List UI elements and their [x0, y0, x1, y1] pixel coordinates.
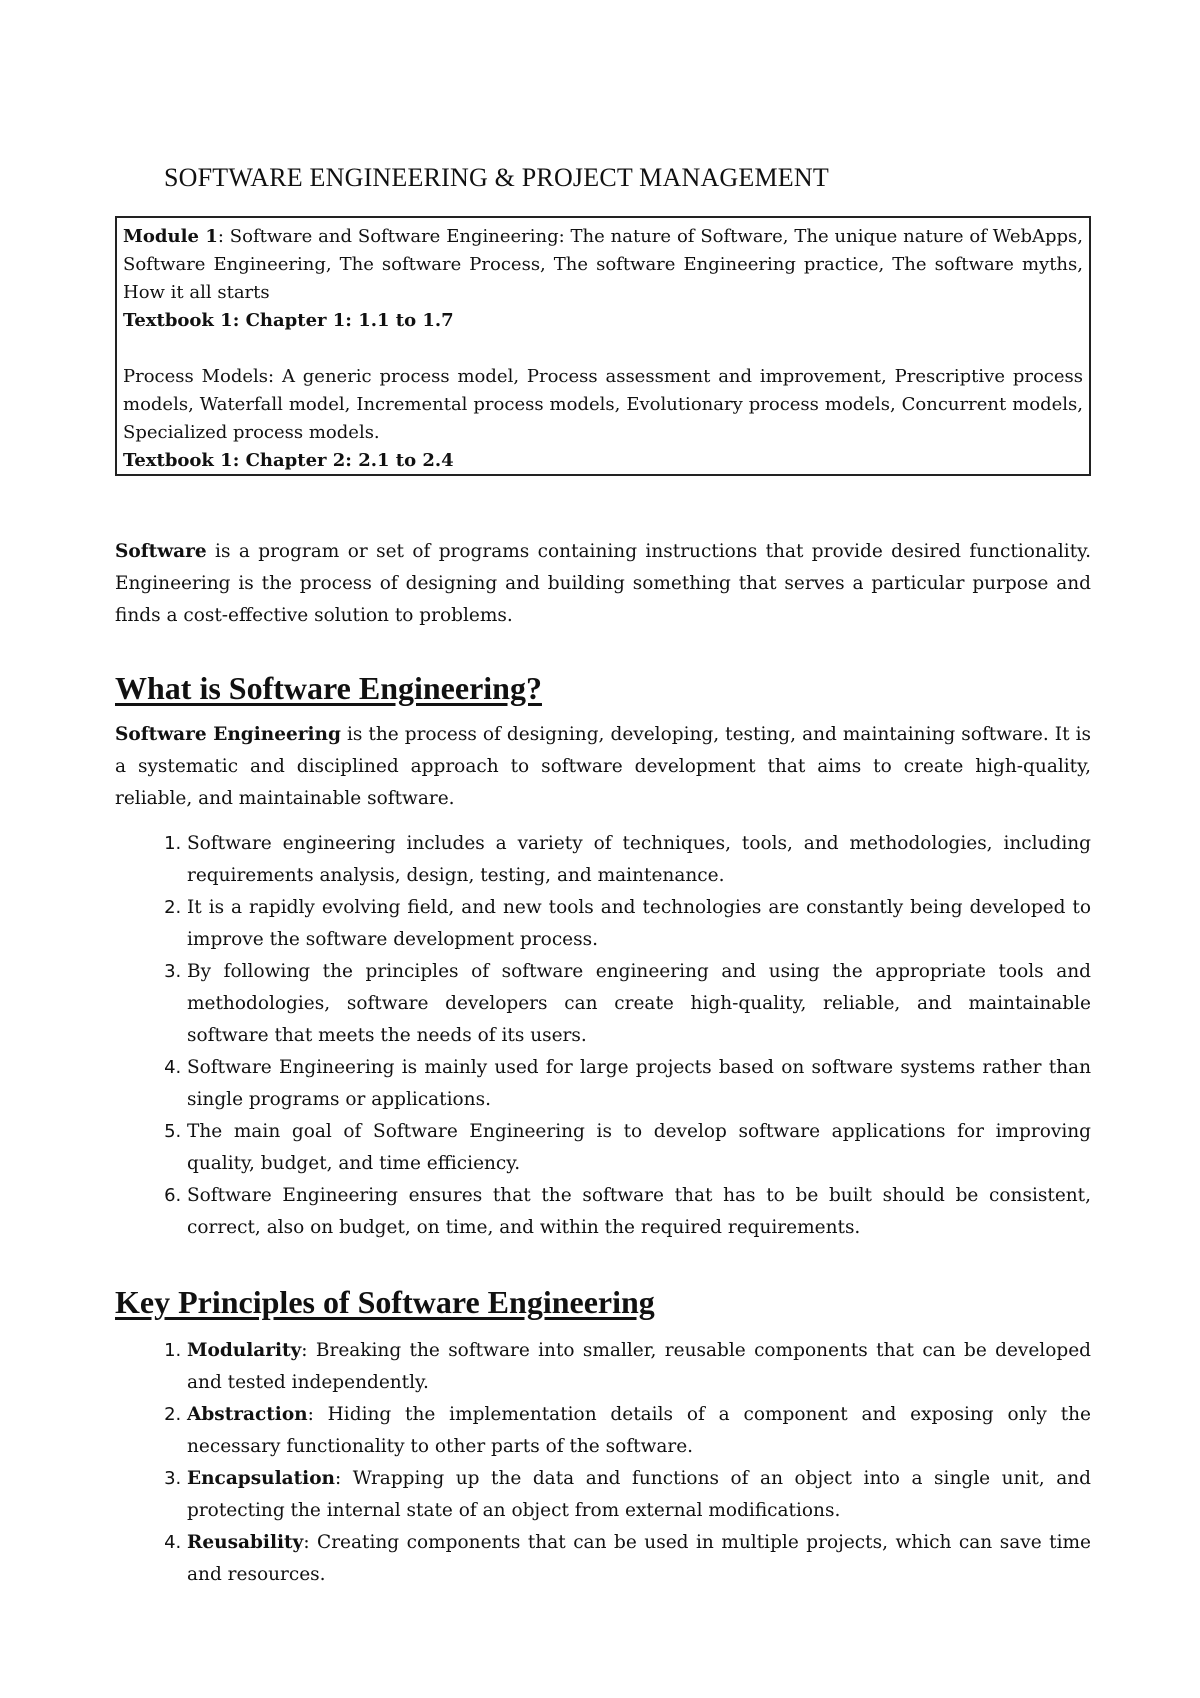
- principle-term: Reusability: [187, 1532, 304, 1553]
- list-item: 2. It is a rapidly evolving field, and new tools and technologies are constantly being developed to improve the software development process.: [187, 892, 1091, 956]
- intro-term: Software: [115, 541, 207, 562]
- process-models-description: Process Models: A generic process model, Process assessment and improvement, Prescriptive process models, Waterfall model, Incremental process models, Evolutionary process models, Concurrent models, Specialized process models.: [123, 366, 1083, 443]
- principle-text: : Wrapping up the data and functions of an object into a single unit, and protecting the internal state of an object from external modifications.: [187, 1468, 1091, 1521]
- principle-term: Encapsulation: [187, 1468, 335, 1489]
- section-heading-what-is-se: What is Software Engineering?: [115, 670, 542, 706]
- intro-paragraph: [115, 536, 1091, 632]
- principle-term: Modularity: [187, 1340, 302, 1361]
- se-term: Software Engineering: [115, 724, 341, 745]
- se-facts-list: [115, 828, 1091, 1244]
- section-heading-key-principles: Key Principles of Software Engineering: [115, 1284, 655, 1320]
- syllabus-box: [115, 216, 1091, 476]
- intro-text: is a program or set of programs containing instructions that provide desired functionality. Engineering is the process of designing and building something that serves a particular purpose and finds a cost-effective solution to problems.: [115, 541, 1091, 626]
- principle-term: Abstraction: [187, 1404, 308, 1425]
- module-label: Module 1: [123, 226, 218, 247]
- se-definition-paragraph: [115, 719, 1091, 815]
- module-text: : Software and Software Engineering: The nature of Software, The unique nature of WebApps, Software Engineering, The software Process, The software Engineering practice, The software myths, How it all starts: [123, 226, 1084, 303]
- list-item: [187, 1399, 1091, 1463]
- list-item: 3. By following the principles of software engineering and using the appropriate tools and methodologies, software developers can create high-quality, reliable, and maintainable software that meets the needs of its users.: [187, 956, 1091, 1052]
- list-item: [187, 1527, 1091, 1591]
- list-item: [187, 1335, 1091, 1399]
- list-item: 1. Software engineering includes a variety of techniques, tools, and methodologies, including requirements analysis, design, testing, and maintenance.: [187, 828, 1091, 892]
- textbook-reference-1: Textbook 1: Chapter 1: 1.1 to 1.7: [123, 310, 454, 331]
- spacer: [123, 335, 1083, 363]
- principle-text: : Breaking the software into smaller, reusable components that can be developed and tested independently.: [187, 1340, 1091, 1393]
- list-item: 6. Software Engineering ensures that the software that has to be built should be consistent, correct, also on budget, on time, and within the required requirements.: [187, 1180, 1091, 1244]
- module-1-description: [123, 223, 1083, 307]
- key-principles-list: [115, 1335, 1091, 1591]
- principle-text: : Creating components that can be used in multiple projects, which can save time and resources.: [187, 1532, 1091, 1585]
- document-title: SOFTWARE ENGINEERING & PROJECT MANAGEMENT: [164, 163, 829, 192]
- se-definition-text: is the process of designing, developing, testing, and maintaining software. It is a systematic and disciplined approach to software development that aims to create high-quality, reliable, and maintainable software.: [115, 724, 1091, 809]
- principle-text: : Hiding the implementation details of a component and exposing only the necessary functionality to other parts of the software.: [187, 1404, 1091, 1457]
- list-item: [187, 1463, 1091, 1527]
- textbook-reference-2: Textbook 1: Chapter 2: 2.1 to 2.4: [123, 450, 454, 471]
- list-item: 4. Software Engineering is mainly used for large projects based on software systems rather than single programs or applications.: [187, 1052, 1091, 1116]
- list-item: 5. The main goal of Software Engineering is to develop software applications for improving quality, budget, and time efficiency.: [187, 1116, 1091, 1180]
